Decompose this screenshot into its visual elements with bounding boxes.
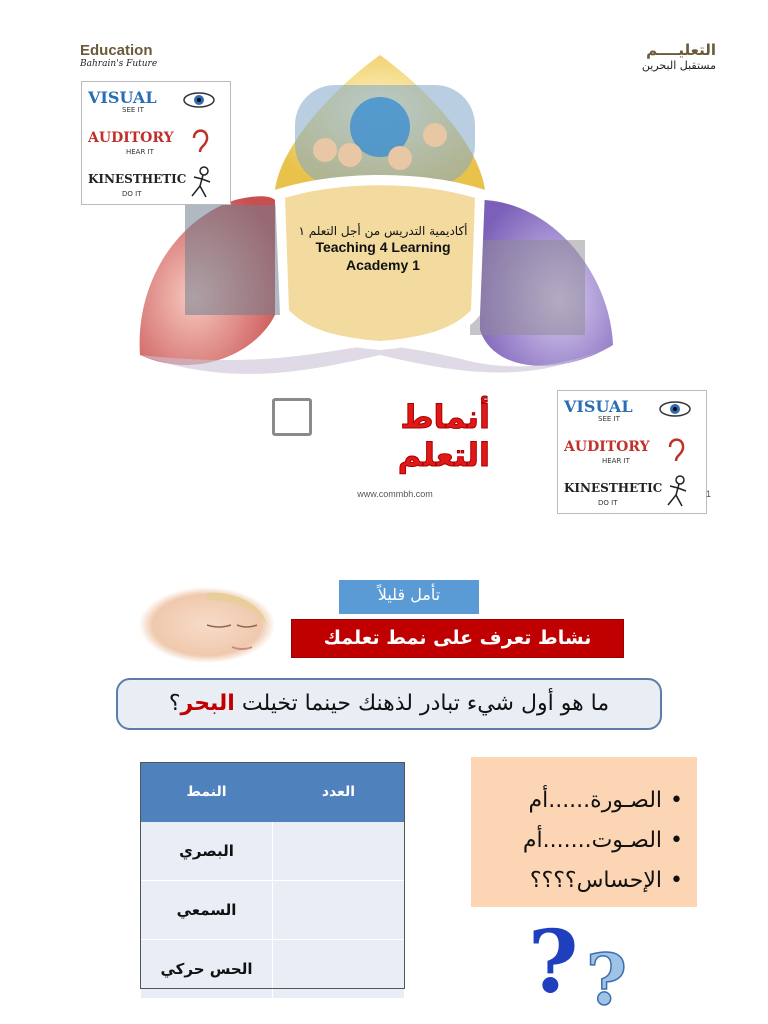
logo-ar-subtitle: مستقبل البحرين (641, 59, 716, 72)
footer-url: www.commbh.com (357, 489, 433, 499)
table-row (141, 940, 405, 999)
logo-en-title: Education (80, 42, 153, 59)
count-auditory[interactable] (273, 881, 405, 940)
running-figure-icon (658, 475, 694, 509)
student-face (423, 123, 447, 147)
count-visual[interactable] (273, 822, 405, 881)
classroom-photo-left (185, 205, 280, 315)
table-row (141, 881, 405, 940)
running-figure-icon (182, 166, 218, 200)
visual-sub: SEE IT (598, 415, 620, 423)
question-mark-icon: ? (528, 912, 579, 1012)
options-box (471, 757, 697, 907)
auditory-sub: HEAR IT (602, 457, 630, 465)
style-visual: البصري (141, 822, 273, 881)
auditory-label: AUDITORY (88, 130, 174, 146)
ear-icon (190, 126, 210, 154)
academy-english-line2: Academy 1 (346, 257, 420, 273)
kinesthetic-label: KINESTHETIC (564, 481, 663, 495)
reflecting-face-image (137, 585, 277, 665)
visual-label: VISUAL (564, 397, 633, 416)
eye-icon (182, 90, 216, 110)
academy-label (273, 198, 493, 318)
activity-banner: نشاط تعرف على نمط تعلمك (291, 619, 624, 658)
question-highlight: البحر (180, 691, 235, 716)
academy-arabic: أكاديمية التدريس من أجل التعلم ١ (298, 224, 468, 238)
question-prefix: ما هو أول شيء تبادر لذهنك حينما تخيلت (234, 691, 610, 716)
student-face (388, 146, 412, 170)
table-header-row (141, 763, 405, 822)
eye-icon (658, 399, 692, 419)
ear-icon (666, 435, 686, 463)
question-box (116, 678, 662, 730)
option-feeling: • الإحساس؟؟؟؟ (471, 861, 683, 901)
page-number: 1 (706, 489, 712, 499)
option-sound: • الصـوت.......أم (471, 821, 683, 861)
vak-card-bottom (557, 390, 707, 514)
student-face (313, 138, 337, 162)
logo-en-subtitle: Bahrain's Future (80, 59, 158, 69)
kinesthetic-label: KINESTHETIC (88, 172, 187, 186)
style-kinesthetic: الحس حركي (141, 940, 273, 999)
auditory-sub: HEAR IT (126, 148, 154, 156)
question-mark-icon: ? (586, 938, 628, 1012)
option-image: • الصـورة......أم (471, 781, 683, 821)
style-auditory: السمعي (141, 881, 273, 940)
table-row (141, 822, 405, 881)
learning-style-table (140, 762, 405, 999)
student-face (338, 143, 362, 167)
visual-sub: SEE IT (122, 106, 144, 114)
kinesthetic-sub: DO IT (122, 190, 142, 198)
academy-english-line1: Teaching 4 Learning (315, 239, 451, 255)
reflect-label: تأمل قليلاً (339, 580, 479, 614)
auditory-label: AUDITORY (564, 439, 650, 455)
question-marks-graphic (528, 912, 668, 1012)
visual-label: VISUAL (88, 88, 157, 107)
vak-card-top (81, 81, 231, 205)
header-style: النمط (141, 763, 273, 822)
header-count: العدد (273, 763, 405, 822)
kinesthetic-sub: DO IT (598, 499, 618, 507)
page-title: أنماط التعلم (397, 398, 490, 474)
count-kinesthetic[interactable] (273, 940, 405, 999)
logo-ar-title: التعليــــم (646, 41, 716, 59)
question-suffix: ؟ (168, 691, 181, 716)
